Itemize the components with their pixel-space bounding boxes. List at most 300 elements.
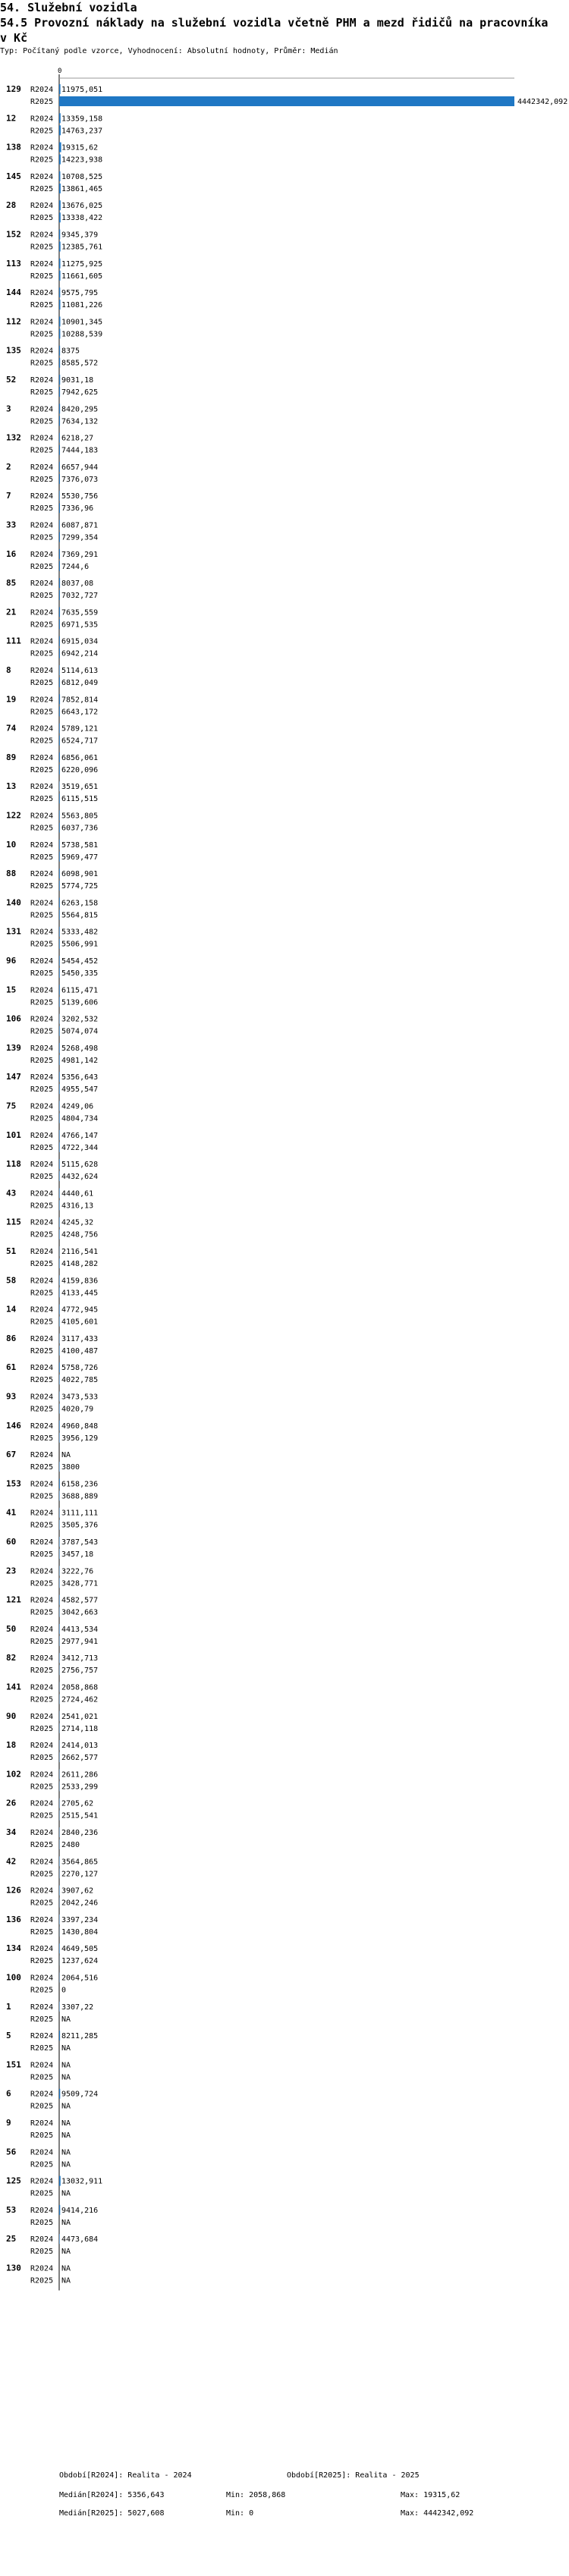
series-label-r2024: R2024	[30, 2264, 54, 2273]
series-label-r2024: R2024	[30, 1451, 54, 1460]
series-label-r2025: R2025	[30, 1173, 54, 1182]
bar-r2024	[59, 2205, 60, 2215]
series-label-r2024: R2024	[30, 1683, 54, 1692]
bar-r2025	[59, 706, 60, 716]
data-label-r2025: 7336,96	[61, 504, 94, 514]
data-label-r2024: 5789,121	[61, 724, 99, 734]
series-label-r2025: R2025	[30, 156, 54, 165]
data-label-r2024: 6098,901	[61, 870, 99, 879]
data-label-r2024: 2611,286	[61, 1770, 99, 1780]
data-label-r2025: 2533,299	[61, 1783, 99, 1792]
bar-r2025	[59, 358, 60, 368]
data-label-r2025: 6037,736	[61, 824, 99, 833]
bar-r2025	[59, 1055, 60, 1065]
series-label-r2024: R2024	[30, 434, 54, 443]
category-label: 74	[6, 723, 17, 734]
bar-r2025	[59, 242, 61, 252]
series-label-r2024: R2024	[30, 463, 54, 472]
series-label-r2024: R2024	[30, 1799, 54, 1808]
data-label-r2024: 5738,581	[61, 840, 99, 850]
series-label-r2024: R2024	[30, 1161, 54, 1170]
series-label-r2024: R2024	[30, 2119, 54, 2128]
data-label-r2025: 6220,096	[61, 765, 99, 774]
series-label-r2024: R2024	[30, 667, 54, 675]
bar-r2025	[59, 96, 514, 106]
category-label: 89	[6, 752, 17, 762]
data-label-r2024: 5563,805	[61, 812, 99, 821]
data-label-r2024: 9345,379	[61, 231, 99, 240]
series-label-r2025: R2025	[30, 2044, 54, 2053]
category-label: 33	[6, 520, 17, 530]
bar-r2024	[59, 491, 60, 501]
series-label-r2024: R2024	[30, 2235, 54, 2245]
bar-r2025	[59, 387, 60, 397]
data-label-r2024: 5114,613	[61, 667, 99, 675]
category-label: 21	[6, 607, 17, 617]
bar-r2025	[59, 677, 60, 687]
category-label: 130	[6, 2263, 21, 2273]
series-label-r2024: R2024	[30, 783, 54, 792]
series-label-r2025: R2025	[30, 504, 54, 514]
data-label-r2025: NA	[61, 2073, 71, 2082]
series-label-r2025: R2025	[30, 1811, 54, 1820]
series-label-r2024: R2024	[30, 1189, 54, 1198]
series-label-r2024: R2024	[30, 1538, 54, 1547]
data-label-r2024: 19315,62	[61, 143, 99, 152]
series-label-r2025: R2025	[30, 1230, 54, 1239]
data-label-r2025: 13861,465	[61, 184, 103, 193]
series-label-r2025: R2025	[30, 2276, 54, 2285]
series-label-r2024: R2024	[30, 1218, 54, 1227]
category-label: 153	[6, 1478, 21, 1489]
data-label-r2024: 3907,62	[61, 1886, 94, 1896]
data-label-r2024: 2058,868	[61, 1683, 99, 1692]
footer-median-r2025: Medián[R2025]: 5027,608	[59, 2509, 165, 2518]
bar-r2024	[59, 1101, 60, 1111]
bar-r2024	[59, 2031, 60, 2040]
bar-r2024	[59, 316, 60, 326]
series-label-r2025: R2025	[30, 1579, 54, 1588]
category-label: 82	[6, 1653, 17, 1663]
category-label: 14	[6, 1304, 17, 1315]
category-label: 41	[6, 1507, 17, 1518]
category-label: 26	[6, 1798, 17, 1808]
data-label-r2024: 2116,541	[61, 1248, 99, 1256]
data-label-r2024: 13359,158	[61, 115, 103, 124]
series-label-r2024: R2024	[30, 1334, 54, 1343]
category-label: 58	[6, 1275, 17, 1286]
bar-r2024	[59, 607, 60, 617]
bar-r2024	[59, 1188, 60, 1198]
series-label-r2025: R2025	[30, 1899, 54, 1908]
data-label-r2025: 5774,725	[61, 882, 99, 891]
bar-r2024	[59, 811, 60, 821]
category-label: 112	[6, 316, 21, 327]
data-label-r2024: 4960,848	[61, 1422, 99, 1431]
data-label-r2025: 2977,941	[61, 1637, 99, 1646]
data-label-r2024: 3412,713	[61, 1654, 99, 1663]
data-label-r2025: 4722,344	[61, 1143, 99, 1152]
data-label-r2024: 3519,651	[61, 783, 99, 792]
data-label-r2024: 4159,836	[61, 1277, 99, 1286]
bar-r2024	[59, 1043, 60, 1053]
bar-r2025	[59, 416, 60, 426]
data-label-r2025: 2042,246	[61, 1899, 99, 1908]
series-label-r2025: R2025	[30, 2160, 54, 2169]
series-label-r2025: R2025	[30, 1260, 54, 1268]
series-label-r2024: R2024	[30, 1915, 54, 1924]
series-label-r2025: R2025	[30, 562, 54, 571]
bar-r2025	[59, 445, 60, 455]
series-label-r2024: R2024	[30, 492, 54, 501]
data-label-r2024: 4413,534	[61, 1625, 99, 1634]
data-label-r2025: 3042,663	[61, 1608, 99, 1617]
data-label-r2024: 6657,944	[61, 463, 99, 472]
bar-r2024	[59, 346, 60, 356]
series-label-r2025: R2025	[30, 998, 54, 1007]
category-label: 102	[6, 1769, 21, 1780]
series-label-r2025: R2025	[30, 1637, 54, 1646]
series-label-r2024: R2024	[30, 870, 54, 879]
data-label-r2025: 5969,477	[61, 853, 99, 862]
series-label-r2025: R2025	[30, 388, 54, 397]
series-label-r2025: R2025	[30, 592, 54, 601]
category-label: 53	[6, 2204, 17, 2215]
data-label-r2024: 9031,18	[61, 376, 94, 385]
data-label-r2024: NA	[61, 2264, 71, 2273]
data-label-r2024: 7852,814	[61, 696, 99, 705]
series-label-r2024: R2024	[30, 812, 54, 821]
category-label: 118	[6, 1159, 21, 1170]
series-label-r2024: R2024	[30, 1073, 54, 1082]
bar-r2024	[59, 200, 61, 210]
category-label: 2	[6, 461, 11, 472]
bar-r2025	[59, 532, 60, 542]
series-label-r2025: R2025	[30, 2015, 54, 2024]
series-label-r2025: R2025	[30, 2102, 54, 2111]
category-label: 86	[6, 1333, 17, 1343]
series-label-r2025: R2025	[30, 1521, 54, 1530]
category-label: 61	[6, 1362, 17, 1373]
data-label-r2025: 10288,539	[61, 330, 103, 339]
data-label-r2025: 2724,462	[61, 1695, 99, 1704]
data-label-r2024: 10708,525	[61, 172, 103, 181]
bar-r2025	[59, 1287, 60, 1297]
series-label-r2025: R2025	[30, 214, 54, 223]
series-label-r2025: R2025	[30, 2248, 54, 2257]
data-label-r2024: 3307,22	[61, 2003, 94, 2012]
category-label: 136	[6, 1914, 21, 1924]
series-label-r2025: R2025	[30, 1143, 54, 1152]
footer-max-r2024: Max: 19315,62	[401, 2491, 461, 2499]
series-label-r2025: R2025	[30, 1724, 54, 1733]
series-label-r2024: R2024	[30, 1364, 54, 1373]
category-label: 147	[6, 1072, 21, 1082]
bar-r2024	[59, 665, 60, 675]
bar-r2024	[59, 1421, 60, 1431]
series-label-r2025: R2025	[30, 1318, 54, 1327]
category-label: 144	[6, 287, 21, 298]
series-label-r2025: R2025	[30, 1667, 54, 1676]
series-label-r2025: R2025	[30, 2073, 54, 2082]
bar-r2025	[59, 1114, 60, 1123]
series-label-r2025: R2025	[30, 737, 54, 746]
data-label-r2025: 1430,804	[61, 1927, 99, 1937]
data-label-r2024: 3564,865	[61, 1858, 99, 1867]
bar-r2025	[59, 503, 60, 513]
series-label-r2024: R2024	[30, 1742, 54, 1751]
series-label-r2025: R2025	[30, 649, 54, 658]
bar-r2024	[59, 985, 60, 994]
data-label-r2024: 9414,216	[61, 2206, 99, 2215]
bar-r2024	[59, 636, 60, 646]
category-label: 60	[6, 1537, 17, 1547]
data-label-r2025: 4248,756	[61, 1230, 99, 1239]
series-label-r2025: R2025	[30, 1434, 54, 1443]
series-label-r2024: R2024	[30, 550, 54, 559]
category-label: 115	[6, 1217, 21, 1227]
data-label-r2024: 4440,61	[61, 1189, 94, 1198]
series-label-r2025: R2025	[30, 1986, 54, 1995]
series-label-r2024: R2024	[30, 2177, 54, 2186]
data-label-r2025: 14223,938	[61, 156, 103, 165]
series-label-r2025: R2025	[30, 1463, 54, 1472]
category-label: 96	[6, 956, 17, 966]
category-label: 141	[6, 1682, 21, 1692]
data-label-r2025: 5450,335	[61, 969, 99, 978]
series-label-r2025: R2025	[30, 475, 54, 484]
data-label-r2025: 3457,18	[61, 1550, 94, 1559]
series-label-r2024: R2024	[30, 1974, 54, 1983]
series-label-r2025: R2025	[30, 765, 54, 774]
data-label-r2025: 6115,515	[61, 795, 99, 804]
data-label-r2024: 4582,577	[61, 1596, 99, 1605]
data-label-r2025: NA	[61, 2102, 71, 2111]
data-label-r2025: 4442342,092	[517, 98, 568, 106]
category-label: 10	[6, 839, 17, 850]
data-label-r2024: 5115,628	[61, 1161, 99, 1170]
series-label-r2024: R2024	[30, 2003, 54, 2012]
series-label-r2025: R2025	[30, 1289, 54, 1298]
data-label-r2025: 7244,6	[61, 562, 90, 571]
series-label-r2025: R2025	[30, 1608, 54, 1617]
series-label-r2025: R2025	[30, 708, 54, 717]
series-label-r2025: R2025	[30, 1550, 54, 1559]
data-label-r2024: 8375	[61, 347, 80, 356]
bar-r2024	[59, 694, 60, 704]
data-label-r2024: 6115,471	[61, 986, 99, 995]
category-label: 43	[6, 1188, 17, 1198]
bar-r2024	[59, 1305, 60, 1315]
bar-r2025	[59, 1084, 60, 1094]
data-label-r2024: 5758,726	[61, 1364, 99, 1373]
bar-r2025	[59, 1230, 60, 1239]
bar-r2024	[59, 1130, 60, 1140]
data-label-r2024: 13032,911	[61, 2177, 103, 2186]
category-label: 100	[6, 1972, 21, 1983]
data-label-r2025: 4804,734	[61, 1114, 99, 1123]
category-label: 13	[6, 781, 17, 792]
bar-r2025	[59, 997, 60, 1007]
category-label: 140	[6, 897, 21, 908]
bar-r2025	[59, 1462, 60, 1472]
category-label: 93	[6, 1391, 17, 1402]
series-label-r2024: R2024	[30, 259, 54, 269]
data-label-r2024: 5268,498	[61, 1044, 99, 1053]
data-label-r2024: 10901,345	[61, 318, 103, 327]
data-label-r2024: 5333,482	[61, 928, 99, 937]
data-label-r2024: 9575,795	[61, 289, 99, 298]
data-label-r2025: NA	[61, 2044, 71, 2053]
series-label-r2024: R2024	[30, 143, 54, 152]
bar-r2024	[59, 1275, 60, 1285]
bar-r2024	[59, 1886, 60, 1896]
bar-r2025	[59, 793, 60, 803]
series-label-r2025: R2025	[30, 1957, 54, 1966]
bar-r2024	[59, 113, 61, 123]
series-label-r2024: R2024	[30, 696, 54, 705]
category-label: 7	[6, 491, 11, 501]
data-label-r2024: 4245,32	[61, 1218, 94, 1227]
bar-r2025	[59, 300, 60, 309]
series-label-r2024: R2024	[30, 580, 54, 589]
series-label-r2025: R2025	[30, 98, 54, 106]
data-label-r2024: 8037,08	[61, 580, 94, 589]
series-label-r2024: R2024	[30, 318, 54, 327]
bar-r2025	[59, 212, 61, 222]
bar-r2025	[59, 1433, 60, 1443]
category-label: 52	[6, 375, 17, 385]
bar-r2025	[59, 561, 60, 571]
data-label-r2024: 7369,291	[61, 550, 99, 559]
bar-r2024	[59, 462, 60, 472]
data-label-r2024: NA	[61, 2148, 71, 2157]
data-label-r2025: 4133,445	[61, 1289, 99, 1298]
data-label-r2024: 8211,285	[61, 2032, 99, 2041]
bar-r2024	[59, 84, 61, 94]
data-label-r2024: 13676,025	[61, 202, 103, 211]
data-label-r2025: NA	[61, 2160, 71, 2169]
data-label-r2025: 6812,049	[61, 679, 99, 687]
data-label-r2025: 4955,547	[61, 1085, 99, 1095]
series-label-r2024: R2024	[30, 1625, 54, 1634]
bar-r2024	[59, 171, 60, 181]
series-label-r2024: R2024	[30, 1277, 54, 1286]
series-label-r2025: R2025	[30, 824, 54, 833]
data-label-r2025: NA	[61, 2248, 71, 2257]
data-label-r2025: 4148,282	[61, 1260, 99, 1268]
series-label-r2025: R2025	[30, 1754, 54, 1763]
bar-r2024	[59, 1362, 60, 1372]
series-label-r2024: R2024	[30, 115, 54, 124]
category-label: 139	[6, 1042, 21, 1053]
bar-r2025	[59, 852, 60, 862]
series-label-r2025: R2025	[30, 969, 54, 978]
series-label-r2024: R2024	[30, 928, 54, 937]
series-label-r2024: R2024	[30, 202, 54, 211]
bar-r2025	[59, 1258, 60, 1268]
series-label-r2024: R2024	[30, 986, 54, 995]
series-label-r2024: R2024	[30, 2032, 54, 2041]
bar-r2025	[59, 1374, 60, 1384]
data-label-r2024: NA	[61, 2119, 71, 2128]
data-label-r2024: NA	[61, 2061, 71, 2070]
series-label-r2025: R2025	[30, 1927, 54, 1937]
series-label-r2024: R2024	[30, 637, 54, 646]
bar-r2024	[59, 375, 60, 385]
bar-r2025	[59, 1404, 60, 1414]
bar-r2024	[59, 2176, 61, 2186]
category-label: 18	[6, 1740, 17, 1751]
category-label: 151	[6, 2059, 21, 2070]
bar-r2025	[59, 1026, 60, 1036]
series-label-r2025: R2025	[30, 882, 54, 891]
series-label-r2025: R2025	[30, 127, 54, 136]
category-label: 125	[6, 2175, 21, 2186]
bar-r2025	[59, 1317, 60, 1327]
data-label-r2024: 4772,945	[61, 1305, 99, 1315]
bar-r2024	[59, 724, 60, 734]
series-label-r2024: R2024	[30, 1102, 54, 1111]
category-label: 16	[6, 548, 17, 559]
bar-r2024	[59, 1217, 60, 1227]
bar-r2025	[59, 1142, 60, 1152]
bar-r2025	[59, 619, 60, 629]
series-label-r2024: R2024	[30, 86, 54, 94]
bar-r2025	[59, 184, 61, 193]
data-label-r2024: NA	[61, 1451, 71, 1460]
bar-r2024	[59, 259, 61, 269]
bar-r2024	[59, 520, 60, 530]
page-title: 54. Služební vozidla	[0, 1, 137, 14]
category-label: 146	[6, 1420, 21, 1431]
category-label: 25	[6, 2234, 17, 2245]
data-label-r2024: 2064,516	[61, 1974, 99, 1983]
series-label-r2024: R2024	[30, 753, 54, 762]
footer-min-r2025: Min: 0	[226, 2509, 254, 2518]
data-label-r2025: 5564,815	[61, 911, 99, 920]
bar-r2024	[59, 549, 60, 559]
bar-r2025	[59, 1200, 60, 1210]
data-label-r2025: 3956,129	[61, 1434, 99, 1443]
data-label-r2025: 6971,535	[61, 620, 99, 630]
category-label: 135	[6, 345, 21, 356]
data-label-r2025: 11081,226	[61, 301, 103, 310]
bar-r2025	[59, 271, 61, 281]
series-label-r2025: R2025	[30, 184, 54, 193]
series-label-r2024: R2024	[30, 1567, 54, 1576]
bar-r2025	[59, 1346, 60, 1356]
series-label-r2025: R2025	[30, 853, 54, 862]
bar-r2024	[59, 1072, 60, 1082]
bar-r2024	[59, 2234, 60, 2244]
series-label-r2025: R2025	[30, 2218, 54, 2227]
series-label-r2025: R2025	[30, 1346, 54, 1356]
category-label: 51	[6, 1246, 17, 1256]
data-label-r2024: 5454,452	[61, 957, 99, 966]
data-label-r2025: 0	[61, 1986, 67, 1995]
category-label: 138	[6, 142, 21, 152]
data-label-r2025: NA	[61, 2015, 71, 2024]
data-label-r2025: 2480	[61, 1841, 80, 1849]
bar-r2024	[59, 927, 60, 937]
bar-r2024	[59, 1159, 60, 1169]
series-label-r2024: R2024	[30, 347, 54, 356]
data-label-r2025: 13338,422	[61, 214, 103, 223]
data-label-r2025: 6524,717	[61, 737, 99, 746]
bar-r2025	[59, 328, 60, 338]
bar-r2024	[59, 578, 60, 588]
